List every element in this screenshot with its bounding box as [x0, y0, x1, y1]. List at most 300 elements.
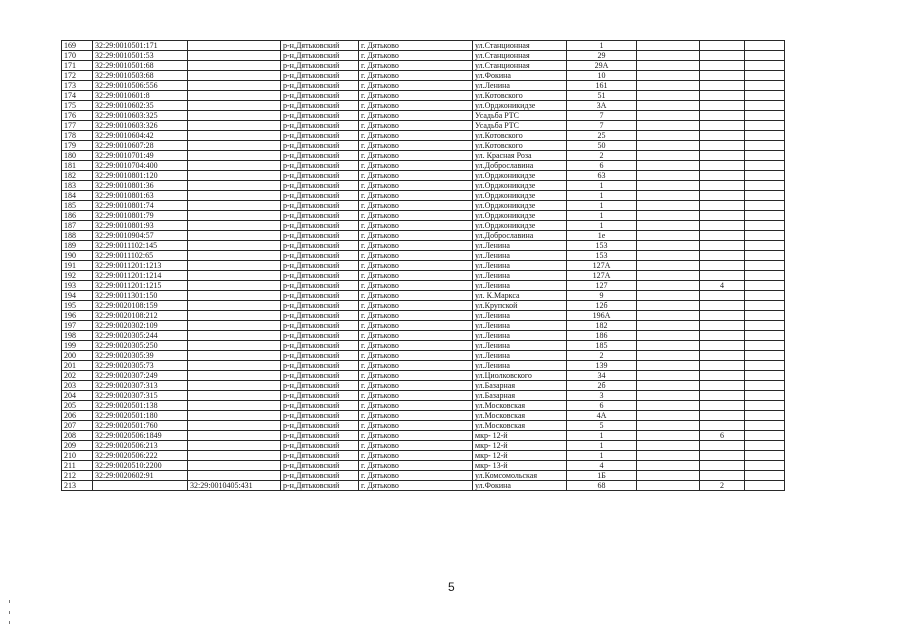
district-cell: р-н,Дятьковский	[281, 191, 359, 201]
district-cell: р-н,Дятьковский	[281, 121, 359, 131]
row-number-cell: 188	[62, 231, 93, 241]
district-cell: р-н,Дятьковский	[281, 151, 359, 161]
building-cadastral-number-cell	[188, 471, 281, 481]
city-cell: г. Дятьково	[359, 241, 473, 251]
extra-cell-c	[745, 101, 785, 111]
page-number: 5	[448, 580, 455, 594]
building-cadastral-number-cell	[188, 241, 281, 251]
district-cell: р-н,Дятьковский	[281, 281, 359, 291]
district-cell: р-н,Дятьковский	[281, 41, 359, 51]
building-cadastral-number-cell	[188, 181, 281, 191]
city-cell: г. Дятьково	[359, 211, 473, 221]
building-cadastral-number-cell	[188, 311, 281, 321]
row-number-cell: 172	[62, 71, 93, 81]
house-number-cell: 12б	[567, 301, 637, 311]
cadastral-number-cell: 32:29:0010501:53	[93, 51, 188, 61]
street-cell: ул.Орджоникидзе	[473, 191, 567, 201]
extra-cell-b	[700, 261, 745, 271]
street-cell: ул.Станционная	[473, 61, 567, 71]
cadastral-number-cell	[93, 481, 188, 491]
extra-cell-c	[745, 281, 785, 291]
extra-cell-c	[745, 151, 785, 161]
building-cadastral-number-cell	[188, 381, 281, 391]
city-cell: г. Дятьково	[359, 181, 473, 191]
extra-cell-a	[637, 291, 700, 301]
extra-cell-b	[700, 451, 745, 461]
district-cell: р-н,Дятьковский	[281, 411, 359, 421]
house-number-cell: 1	[567, 191, 637, 201]
cadastral-number-cell: 32:29:0020302:109	[93, 321, 188, 331]
street-cell: ул.Орджоникидзе	[473, 221, 567, 231]
building-cadastral-number-cell	[188, 441, 281, 451]
building-cadastral-number-cell	[188, 201, 281, 211]
table-row	[62, 301, 785, 311]
cadastral-number-cell: 32:29:0020305:244	[93, 331, 188, 341]
city-cell: г. Дятьково	[359, 331, 473, 341]
table-row	[62, 391, 785, 401]
extra-cell-b	[700, 381, 745, 391]
building-cadastral-number-cell	[188, 301, 281, 311]
district-cell: р-н,Дятьковский	[281, 441, 359, 451]
building-cadastral-number-cell	[188, 121, 281, 131]
district-cell: р-н,Дятьковский	[281, 361, 359, 371]
extra-cell-b: 2	[700, 481, 745, 491]
district-cell: р-н,Дятьковский	[281, 111, 359, 121]
district-cell: р-н,Дятьковский	[281, 221, 359, 231]
district-cell: р-н,Дятьковский	[281, 241, 359, 251]
street-cell: ул.Ленина	[473, 331, 567, 341]
building-cadastral-number-cell	[188, 351, 281, 361]
city-cell: г. Дятьково	[359, 131, 473, 141]
cadastral-number-cell: 32:29:0010801:36	[93, 181, 188, 191]
extra-cell-b	[700, 371, 745, 381]
cadastral-number-cell: 32:29:0010506:556	[93, 81, 188, 91]
extra-cell-a	[637, 261, 700, 271]
house-number-cell: 5	[567, 421, 637, 431]
house-number-cell: 9	[567, 291, 637, 301]
extra-cell-c	[745, 211, 785, 221]
building-cadastral-number-cell	[188, 61, 281, 71]
row-number-cell: 193	[62, 281, 93, 291]
district-cell: р-н,Дятьковский	[281, 271, 359, 281]
extra-cell-b	[700, 441, 745, 451]
street-cell: ул.Ленина	[473, 361, 567, 371]
extra-cell-b	[700, 461, 745, 471]
extra-cell-b	[700, 311, 745, 321]
house-number-cell: 127	[567, 281, 637, 291]
row-number-cell: 179	[62, 141, 93, 151]
extra-cell-a	[637, 391, 700, 401]
extra-cell-c	[745, 371, 785, 381]
extra-cell-b	[700, 291, 745, 301]
table-row	[62, 381, 785, 391]
table-row	[62, 221, 785, 231]
district-cell: р-н,Дятьковский	[281, 71, 359, 81]
building-cadastral-number-cell	[188, 411, 281, 421]
row-number-cell: 201	[62, 361, 93, 371]
cadastral-number-cell: 32:29:0020307:249	[93, 371, 188, 381]
extra-cell-b	[700, 81, 745, 91]
street-cell: ул.Орджоникидзе	[473, 101, 567, 111]
street-cell: ул.Орджоникидзе	[473, 201, 567, 211]
extra-cell-c	[745, 331, 785, 341]
street-cell: ул.Орджоникидзе	[473, 181, 567, 191]
cadastral-number-cell: 32:29:0010602:35	[93, 101, 188, 111]
extra-cell-b: 4	[700, 281, 745, 291]
cadastral-number-cell: 32:29:0020506:222	[93, 451, 188, 461]
extra-cell-b	[700, 191, 745, 201]
extra-cell-b	[700, 321, 745, 331]
register-table-body	[62, 41, 785, 491]
street-cell: ул.Котовского	[473, 91, 567, 101]
building-cadastral-number-cell	[188, 191, 281, 201]
street-cell: мкр- 12-й	[473, 441, 567, 451]
building-cadastral-number-cell	[188, 151, 281, 161]
house-number-cell: 2б	[567, 381, 637, 391]
street-cell: ул.Орджоникидзе	[473, 211, 567, 221]
street-cell: ул.Станционная	[473, 41, 567, 51]
street-cell: ул.Крупской	[473, 301, 567, 311]
extra-cell-a	[637, 211, 700, 221]
cadastral-number-cell: 32:29:0011102:65	[93, 251, 188, 261]
house-number-cell: 68	[567, 481, 637, 491]
table-row	[62, 181, 785, 191]
city-cell: г. Дятьково	[359, 121, 473, 131]
street-cell: ул.Котовского	[473, 131, 567, 141]
row-number-cell: 213	[62, 481, 93, 491]
table-row	[62, 91, 785, 101]
extra-cell-b	[700, 341, 745, 351]
house-number-cell: 2	[567, 351, 637, 361]
extra-cell-b	[700, 271, 745, 281]
district-cell: р-н,Дятьковский	[281, 311, 359, 321]
building-cadastral-number-cell	[188, 221, 281, 231]
extra-cell-a	[637, 221, 700, 231]
street-cell: ул.Ленина	[473, 321, 567, 331]
district-cell: р-н,Дятьковский	[281, 261, 359, 271]
row-number-cell: 211	[62, 461, 93, 471]
extra-cell-a	[637, 341, 700, 351]
city-cell: г. Дятьково	[359, 351, 473, 361]
extra-cell-b	[700, 141, 745, 151]
extra-cell-c	[745, 161, 785, 171]
district-cell: р-н,Дятьковский	[281, 321, 359, 331]
row-number-cell: 170	[62, 51, 93, 61]
house-number-cell: 1	[567, 201, 637, 211]
city-cell: г. Дятьково	[359, 191, 473, 201]
street-cell: Усадьба РТС	[473, 111, 567, 121]
table-row	[62, 201, 785, 211]
extra-cell-a	[637, 251, 700, 261]
building-cadastral-number-cell	[188, 211, 281, 221]
table-row	[62, 481, 785, 491]
extra-cell-a	[637, 241, 700, 251]
cadastral-number-cell: 32:29:0020506:213	[93, 441, 188, 451]
table-row	[62, 41, 785, 51]
row-number-cell: 183	[62, 181, 93, 191]
extra-cell-a	[637, 151, 700, 161]
building-cadastral-number-cell	[188, 331, 281, 341]
extra-cell-b	[700, 131, 745, 141]
extra-cell-c	[745, 251, 785, 261]
house-number-cell: 7	[567, 121, 637, 131]
extra-cell-c	[745, 231, 785, 241]
house-number-cell: 34	[567, 371, 637, 381]
building-cadastral-number-cell	[188, 161, 281, 171]
house-number-cell: 50	[567, 141, 637, 151]
street-cell: ул. Красная Роза	[473, 151, 567, 161]
street-cell: ул.Циолковского	[473, 371, 567, 381]
cadastral-number-cell: 32:29:0010801:93	[93, 221, 188, 231]
street-cell: ул.Ленина	[473, 341, 567, 351]
district-cell: р-н,Дятьковский	[281, 451, 359, 461]
district-cell: р-н,Дятьковский	[281, 61, 359, 71]
house-number-cell: 25	[567, 131, 637, 141]
building-cadastral-number-cell	[188, 251, 281, 261]
house-number-cell: 1е	[567, 231, 637, 241]
building-cadastral-number-cell	[188, 91, 281, 101]
street-cell: ул.Московская	[473, 421, 567, 431]
extra-cell-c	[745, 111, 785, 121]
extra-cell-a	[637, 41, 700, 51]
street-cell: ул.Ленина	[473, 81, 567, 91]
extra-cell-c	[745, 431, 785, 441]
cadastral-number-cell: 32:29:0010501:171	[93, 41, 188, 51]
extra-cell-c	[745, 421, 785, 431]
row-number-cell: 182	[62, 171, 93, 181]
table-row	[62, 321, 785, 331]
extra-cell-c	[745, 201, 785, 211]
city-cell: г. Дятьково	[359, 171, 473, 181]
city-cell: г. Дятьково	[359, 141, 473, 151]
extra-cell-a	[637, 471, 700, 481]
street-cell: ул.Ленина	[473, 281, 567, 291]
extra-cell-c	[745, 41, 785, 51]
cadastral-number-cell: 32:29:0010503:68	[93, 71, 188, 81]
table-row	[62, 471, 785, 481]
extra-cell-a	[637, 181, 700, 191]
cadastral-number-cell: 32:29:0011102:145	[93, 241, 188, 251]
row-number-cell: 198	[62, 331, 93, 341]
scan-edge-mark	[9, 600, 10, 603]
extra-cell-c	[745, 121, 785, 131]
cadastral-number-cell: 32:29:0010904:57	[93, 231, 188, 241]
street-cell: ул.Станционная	[473, 51, 567, 61]
extra-cell-b	[700, 251, 745, 261]
cadastral-number-cell: 32:29:0020307:313	[93, 381, 188, 391]
extra-cell-c	[745, 381, 785, 391]
district-cell: р-н,Дятьковский	[281, 431, 359, 441]
building-cadastral-number-cell	[188, 261, 281, 271]
table-row	[62, 371, 785, 381]
extra-cell-c	[745, 271, 785, 281]
extra-cell-b	[700, 391, 745, 401]
row-number-cell: 190	[62, 251, 93, 261]
table-row	[62, 311, 785, 321]
cadastral-number-cell: 32:29:0010603:325	[93, 111, 188, 121]
table-row	[62, 161, 785, 171]
district-cell: р-н,Дятьковский	[281, 371, 359, 381]
district-cell: р-н,Дятьковский	[281, 171, 359, 181]
cadastral-number-cell: 32:29:0010704:400	[93, 161, 188, 171]
row-number-cell: 207	[62, 421, 93, 431]
street-cell: ул. К.Маркса	[473, 291, 567, 301]
row-number-cell: 205	[62, 401, 93, 411]
extra-cell-c	[745, 191, 785, 201]
extra-cell-b	[700, 111, 745, 121]
extra-cell-b	[700, 151, 745, 161]
city-cell: г. Дятьково	[359, 71, 473, 81]
district-cell: р-н,Дятьковский	[281, 421, 359, 431]
extra-cell-a	[637, 431, 700, 441]
building-cadastral-number-cell	[188, 81, 281, 91]
city-cell: г. Дятьково	[359, 371, 473, 381]
house-number-cell: 1	[567, 431, 637, 441]
street-cell: мкр- 12-й	[473, 451, 567, 461]
street-cell: ул.Доброславина	[473, 231, 567, 241]
city-cell: г. Дятьково	[359, 111, 473, 121]
district-cell: р-н,Дятьковский	[281, 351, 359, 361]
city-cell: г. Дятьково	[359, 361, 473, 371]
extra-cell-a	[637, 331, 700, 341]
extra-cell-a	[637, 61, 700, 71]
extra-cell-b	[700, 71, 745, 81]
street-cell: ул.Орджоникидзе	[473, 171, 567, 181]
extra-cell-a	[637, 271, 700, 281]
extra-cell-a	[637, 131, 700, 141]
extra-cell-c	[745, 81, 785, 91]
extra-cell-a	[637, 481, 700, 491]
table-row	[62, 251, 785, 261]
table-row	[62, 241, 785, 251]
row-number-cell: 206	[62, 411, 93, 421]
extra-cell-a	[637, 401, 700, 411]
house-number-cell: 29	[567, 51, 637, 61]
row-number-cell: 208	[62, 431, 93, 441]
building-cadastral-number-cell	[188, 461, 281, 471]
row-number-cell: 186	[62, 211, 93, 221]
building-cadastral-number-cell: 32:29:0010405:431	[188, 481, 281, 491]
house-number-cell: 196А	[567, 311, 637, 321]
extra-cell-a	[637, 361, 700, 371]
house-number-cell: 63	[567, 171, 637, 181]
row-number-cell: 199	[62, 341, 93, 351]
building-cadastral-number-cell	[188, 341, 281, 351]
house-number-cell: 186	[567, 331, 637, 341]
extra-cell-c	[745, 51, 785, 61]
district-cell: р-н,Дятьковский	[281, 251, 359, 261]
extra-cell-b	[700, 331, 745, 341]
table-row	[62, 81, 785, 91]
extra-cell-a	[637, 191, 700, 201]
cadastral-number-cell: 32:29:0020305:39	[93, 351, 188, 361]
extra-cell-c	[745, 131, 785, 141]
building-cadastral-number-cell	[188, 391, 281, 401]
street-cell: ул.Ленина	[473, 271, 567, 281]
row-number-cell: 184	[62, 191, 93, 201]
house-number-cell: 1	[567, 221, 637, 231]
extra-cell-c	[745, 311, 785, 321]
row-number-cell: 196	[62, 311, 93, 321]
city-cell: г. Дятьково	[359, 261, 473, 271]
cadastral-number-cell: 32:29:0011201:1214	[93, 271, 188, 281]
city-cell: г. Дятьково	[359, 391, 473, 401]
table-row	[62, 451, 785, 461]
house-number-cell: 182	[567, 321, 637, 331]
row-number-cell: 209	[62, 441, 93, 451]
city-cell: г. Дятьково	[359, 321, 473, 331]
extra-cell-a	[637, 381, 700, 391]
street-cell: ул.Ленина	[473, 261, 567, 271]
extra-cell-c	[745, 241, 785, 251]
table-row	[62, 291, 785, 301]
building-cadastral-number-cell	[188, 291, 281, 301]
building-cadastral-number-cell	[188, 401, 281, 411]
extra-cell-a	[637, 201, 700, 211]
district-cell: р-н,Дятьковский	[281, 81, 359, 91]
table-row	[62, 171, 785, 181]
table-row	[62, 71, 785, 81]
house-number-cell: 7	[567, 111, 637, 121]
row-number-cell: 173	[62, 81, 93, 91]
extra-cell-c	[745, 141, 785, 151]
city-cell: г. Дятьково	[359, 61, 473, 71]
city-cell: г. Дятьково	[359, 161, 473, 171]
row-number-cell: 194	[62, 291, 93, 301]
city-cell: г. Дятьково	[359, 91, 473, 101]
extra-cell-a	[637, 301, 700, 311]
table-row	[62, 101, 785, 111]
extra-cell-b	[700, 171, 745, 181]
city-cell: г. Дятьково	[359, 281, 473, 291]
street-cell: ул.Ленина	[473, 311, 567, 321]
district-cell: р-н,Дятьковский	[281, 51, 359, 61]
row-number-cell: 202	[62, 371, 93, 381]
cadastral-number-cell: 32:29:0011301:150	[93, 291, 188, 301]
district-cell: р-н,Дятьковский	[281, 211, 359, 221]
street-cell: ул.Московская	[473, 401, 567, 411]
street-cell: ул.Базарная	[473, 381, 567, 391]
house-number-cell: 4А	[567, 411, 637, 421]
city-cell: г. Дятьково	[359, 221, 473, 231]
table-row	[62, 271, 785, 281]
extra-cell-c	[745, 91, 785, 101]
district-cell: р-н,Дятьковский	[281, 381, 359, 391]
extra-cell-b	[700, 121, 745, 131]
row-number-cell: 203	[62, 381, 93, 391]
extra-cell-a	[637, 91, 700, 101]
extra-cell-c	[745, 301, 785, 311]
district-cell: р-н,Дятьковский	[281, 481, 359, 491]
cadastral-number-cell: 32:29:0020108:212	[93, 311, 188, 321]
district-cell: р-н,Дятьковский	[281, 141, 359, 151]
row-number-cell: 169	[62, 41, 93, 51]
cadastral-number-cell: 32:29:0010607:28	[93, 141, 188, 151]
extra-cell-c	[745, 461, 785, 471]
street-cell: ул.Фокина	[473, 71, 567, 81]
district-cell: р-н,Дятьковский	[281, 301, 359, 311]
row-number-cell: 197	[62, 321, 93, 331]
extra-cell-a	[637, 231, 700, 241]
row-number-cell: 204	[62, 391, 93, 401]
table-row	[62, 331, 785, 341]
building-cadastral-number-cell	[188, 361, 281, 371]
city-cell: г. Дятьково	[359, 341, 473, 351]
building-cadastral-number-cell	[188, 451, 281, 461]
district-cell: р-н,Дятьковский	[281, 181, 359, 191]
street-cell: ул.Комсомольская	[473, 471, 567, 481]
extra-cell-a	[637, 461, 700, 471]
